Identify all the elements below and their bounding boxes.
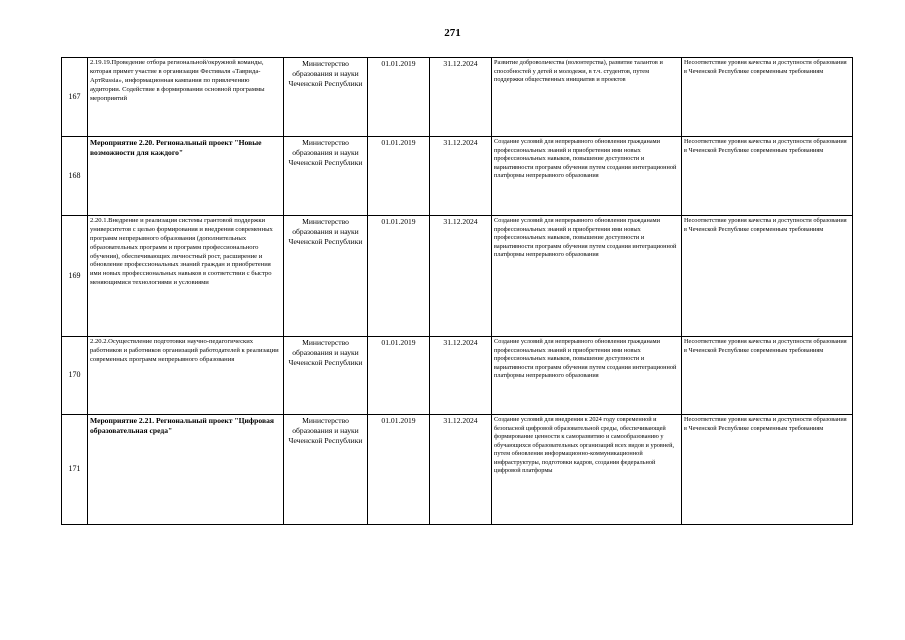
start-date: 01.01.2019 [368, 337, 430, 415]
executor: Министерство образования и науки Чеченской Республики [284, 337, 368, 415]
table-row [62, 58, 853, 137]
risk-consequence: Несоответствие уровня качества и доступности образования в Чеченской Республике современным требованиям [682, 415, 853, 525]
activity-name: 2.20.1.Внедрение и реализация системы грантовой поддержки университетов с целью формирования и внедрения современных программ непрерывного образования (дополнительных образовательных программ и программ профессионального обучения), обеспечивающих личностный рост, расширение и обновление профессиональных знаний граждан и приобретения ими новых профессиональных навыков в соответствии с быстро меняющимися технологиями и условиями [88, 216, 284, 337]
executor: Министерство образования и науки Чеченской Республики [284, 137, 368, 216]
row-number: 169 [62, 216, 88, 337]
risk-consequence: Несоответствие уровня качества и доступности образования в Чеченской Республике современным требованиям [682, 216, 853, 337]
end-date: 31.12.2024 [430, 415, 492, 525]
row-number: 167 [62, 58, 88, 137]
start-date: 01.01.2019 [368, 415, 430, 525]
expected-result: Создание условий для непрерывного обновления гражданами профессиональных знаний и приобретения ими новых профессиональных навыков, повышение доступности и вариативности программ обучения путем создания интеграционной платформы непрерывного образования [492, 137, 682, 216]
table-row [62, 415, 853, 525]
row-number: 168 [62, 137, 88, 216]
page-number: 271 [444, 27, 461, 39]
executor: Министерство образования и науки Чеченской Республики [284, 216, 368, 337]
end-date: 31.12.2024 [430, 58, 492, 137]
end-date: 31.12.2024 [430, 137, 492, 216]
expected-result: Создание условий для непрерывного обновления гражданами профессиональных знаний и приобретения ими новых профессиональных навыков, повышение доступности и вариативности программ обучения путем создания интеграционной платформы непрерывного образования [492, 337, 682, 415]
executor: Министерство образования и науки Чеченской Республики [284, 415, 368, 525]
start-date: 01.01.2019 [368, 58, 430, 137]
start-date: 01.01.2019 [368, 216, 430, 337]
table-row [62, 137, 853, 216]
activity-name: Мероприятие 2.21. Региональный проект "Цифровая образовательная среда" [88, 415, 284, 525]
table-row [62, 216, 853, 337]
activity-name: Мероприятие 2.20. Региональный проект "Новые возможности для каждого" [88, 137, 284, 216]
row-number: 171 [62, 415, 88, 525]
activity-name: 2.19.19.Проведение отбора региональной/окружной команды, которая примет участие в организации Фестиваля «Таврида-АртRussia», информационная кампания по привлечению аудитории. Содействие в формировании основной программы мероприятий [88, 58, 284, 137]
risk-consequence: Несоответствие уровня качества и доступности образования в Чеченской Республике современным требованиям [682, 58, 853, 137]
table-row [62, 337, 853, 415]
expected-result: Развитие добровольчества (волонтерства), развитие талантов и способностей у детей и молодежи, в т.ч. студентов, путем поддержки общественных инициатив и проектов [492, 58, 682, 137]
expected-result: Создание условий для непрерывного обновления гражданами профессиональных знаний и приобретения ими новых профессиональных навыков, повышение доступности и вариативности программ обучения путем создания интеграционной платформы непрерывного образования [492, 216, 682, 337]
row-number: 170 [62, 337, 88, 415]
risk-consequence: Несоответствие уровня качества и доступности образования в Чеченской Республике современным требованиям [682, 137, 853, 216]
end-date: 31.12.2024 [430, 216, 492, 337]
expected-result: Создание условий для внедрения к 2024 году современной и безопасной цифровой образовательной среды, обеспечивающей формирование ценности к саморазвитию и самообразованию у обучающихся образовательных организаций всех видов и уровней, путем обновления информационно-коммуникационной инфраструктуры, подготовки кадров, создания федеральной цифровой платформы [492, 415, 682, 525]
executor: Министерство образования и науки Чеченской Республики [284, 58, 368, 137]
end-date: 31.12.2024 [430, 337, 492, 415]
program-activities-table [61, 57, 853, 525]
risk-consequence: Несоответствие уровня качества и доступности образования в Чеченской Республике современным требованиям [682, 337, 853, 415]
activity-name: 2.20.2.Осуществление подготовки научно-педагогических работников и работников организаций работодателей к реализации современных программ непрерывного образования [88, 337, 284, 415]
start-date: 01.01.2019 [368, 137, 430, 216]
